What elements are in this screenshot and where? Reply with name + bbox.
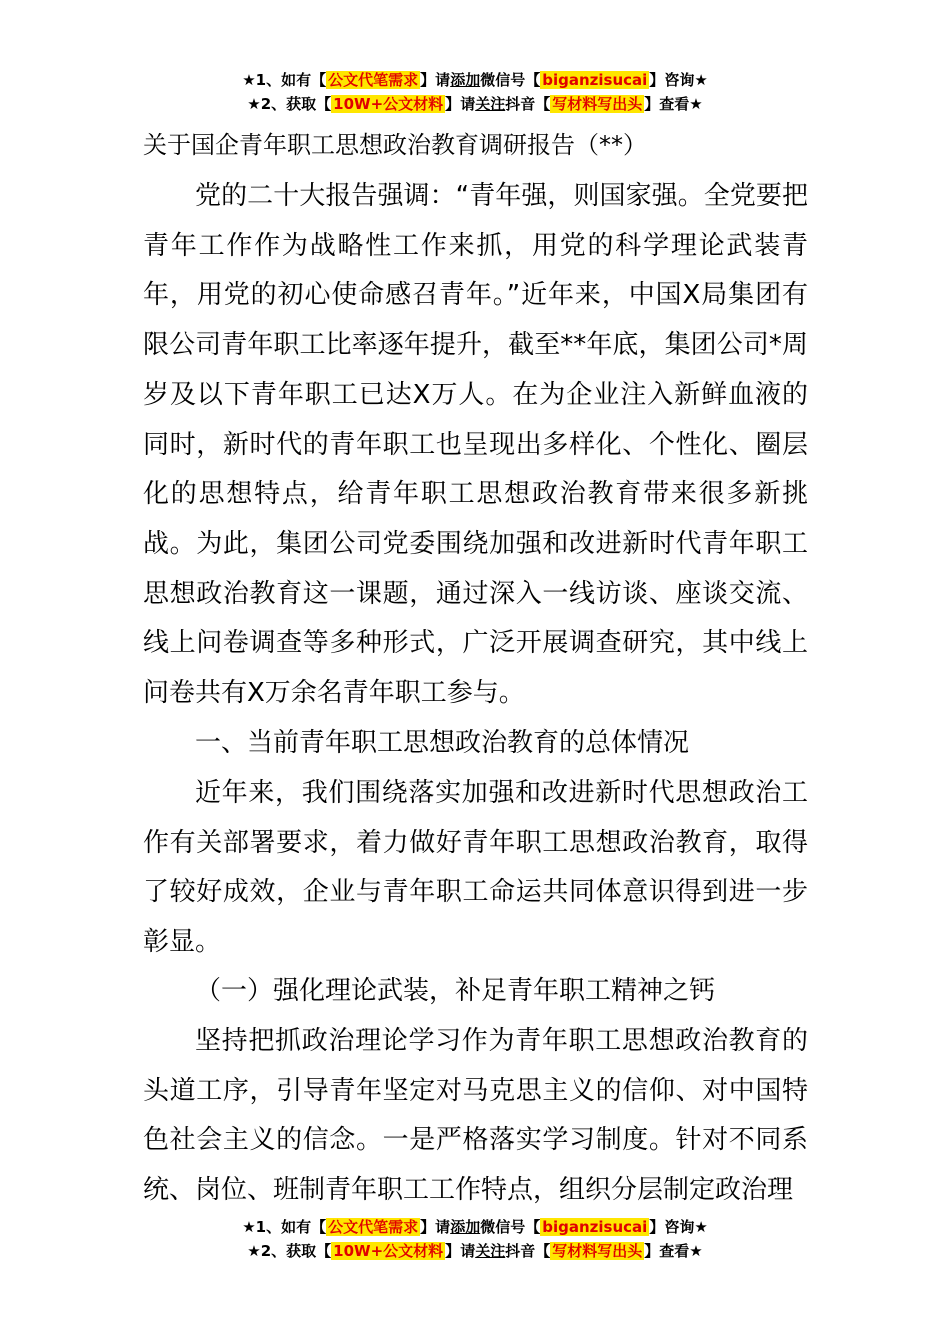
promo-bracket: 【: [311, 71, 327, 89]
promo-highlight: 10W+公文材料: [333, 1242, 444, 1260]
promo-bracket: 【: [525, 1218, 541, 1236]
section-heading: 一、当前青年职工思想政治教育的总体情况: [195, 728, 690, 758]
promo-text: ★2、获取: [247, 95, 317, 113]
promo-highlight: biganzisucai: [542, 1218, 648, 1236]
promo-line-2: [0, 92, 950, 116]
promo-text: 请: [460, 1242, 476, 1260]
footer-promo: [0, 1215, 950, 1263]
promo-bracket: 】: [644, 95, 660, 113]
promo-text: 微信号: [480, 1218, 526, 1236]
promo-text: 抖音: [505, 95, 536, 113]
promo-bracket: 】: [445, 1242, 461, 1260]
promo-underlined: 添加: [450, 71, 481, 89]
promo-bracket: 【: [525, 71, 541, 89]
promo-bracket: 】: [649, 1218, 665, 1236]
document-title: 关于国企青年职工思想政治教育调研报告（**）: [143, 131, 647, 159]
section-paragraph: 近年来，我们围绕落实加强和改进新时代思想政治工作有关部署要求，着力做好青年职工思想政治教育，取得了较好成效，企业与青年职工命运共同体意识得到进一步彰显。: [143, 778, 808, 958]
promo-bracket: 】: [420, 71, 436, 89]
promo-highlight: 10W+公文材料: [333, 95, 444, 113]
promo-text: ★2、获取: [247, 1242, 317, 1260]
promo-highlight: 公文代笔需求: [328, 71, 419, 89]
promo-text: 咨询★: [664, 71, 708, 89]
promo-bracket: 【: [316, 1242, 332, 1260]
promo-text: 抖音: [505, 1242, 536, 1260]
promo-bracket: 【: [311, 1218, 327, 1236]
promo-text: 微信号: [480, 71, 526, 89]
subsection-paragraph: 坚持把抓政治理论学习作为青年职工思想政治教育的头道工序，引导青年坚定对马克思主义的信仰、对中国特色社会主义的信念。一是严格落实学习制度。针对不同系统、岗位、班制青年职工工作特点，组织分层制定政治理: [143, 1026, 808, 1206]
promo-text: ★1、如有: [242, 1218, 312, 1236]
promo-bracket: 【: [535, 1242, 551, 1260]
promo-text: ★1、如有: [242, 71, 312, 89]
promo-highlight: 公文代笔需求: [328, 1218, 419, 1236]
promo-bracket: 】: [649, 71, 665, 89]
promo-highlight: biganzisucai: [542, 71, 648, 89]
promo-text: 查看★: [659, 1242, 703, 1260]
promo-bracket: 】: [445, 95, 461, 113]
promo-text: 查看★: [659, 95, 703, 113]
promo-text: 咨询★: [664, 1218, 708, 1236]
promo-line-2: [0, 1239, 950, 1263]
promo-underlined: 关注: [475, 95, 506, 113]
promo-highlight: 写材料写出头: [552, 1242, 643, 1260]
promo-bracket: 】: [644, 1242, 660, 1260]
subsection-heading: （一）强化理论武装，补足青年职工精神之钙: [195, 976, 716, 1006]
header-promo: [0, 68, 950, 116]
promo-text: 请: [435, 71, 451, 89]
promo-line-1: [0, 68, 950, 92]
promo-underlined: 关注: [475, 1242, 506, 1260]
promo-text: 请: [460, 95, 476, 113]
intro-paragraph: 党的二十大报告强调：“青年强，则国家强。全党要把青年工作作为战略性工作来抓，用党的科学理论武装青年，用党的初心使命感召青年。”近年来，中国X局集团有限公司青年职工比率逐年提升，截至**年底，集团公司*周岁及以下青年职工已达X万人。在为企业注入新鲜血液的同时，新时代的青年职工也呈现出多样化、个性化、圈层化的思想特点，给青年职工思想政治教育带来很多新挑战。为此，集团公司党委围绕加强和改进新时代青年职工思想政治教育这一课题，通过深入一线访谈、座谈交流、线上问卷调查等多种形式，广泛开展调查研究，其中线上问卷共有X万余名青年职工参与。: [143, 181, 808, 709]
promo-bracket: 【: [316, 95, 332, 113]
promo-underlined: 添加: [450, 1218, 481, 1236]
promo-bracket: 】: [420, 1218, 436, 1236]
promo-line-1: [0, 1215, 950, 1239]
promo-bracket: 【: [535, 95, 551, 113]
promo-highlight: 写材料写出头: [552, 95, 643, 113]
promo-text: 请: [435, 1218, 451, 1236]
